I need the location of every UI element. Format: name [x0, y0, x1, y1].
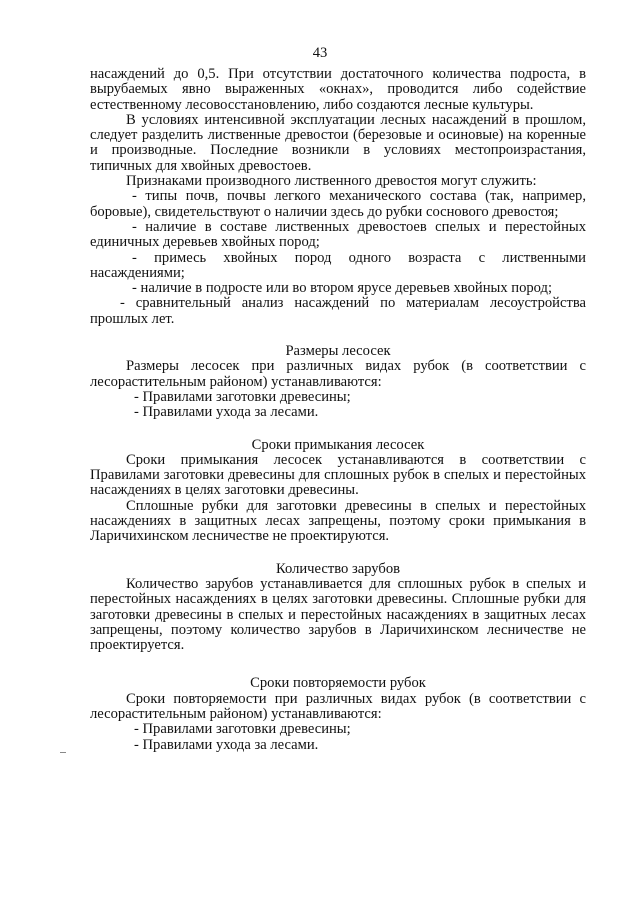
- paragraph-signs-intro: Признаками производного лиственного древостоя могут служить:: [126, 173, 537, 190]
- paragraph: Количество зарубов устанавливается для сплошных рубок в спелых и перестойных насаждениях в целях заготовки древесины. Сплошные рубки для заготовки древесины в спелых и перестойных насаждениях в защитных лесах запрещены, поэтому количество зарубов в Ларичихинском лесничестве не проектируется.: [90, 575, 586, 654]
- list-item: - Правилами заготовки древесины;: [134, 721, 351, 738]
- paragraph: Сроки повторяемости при различных видах рубок (в соответствии с лесорастительным районом) устанавливаются:: [90, 690, 586, 722]
- section-heading: Сроки повторяемости рубок: [250, 675, 426, 692]
- paragraph: Размеры лесосек при различных видах рубок (в соответствии с лесорастительным районом) устанавливаются:: [90, 358, 586, 390]
- section-heading: Количество зарубов: [275, 560, 401, 577]
- page-body: [90, 67, 586, 753]
- paragraph-continuation: насаждений до 0,5. При отсутствии достаточного количества подроста, в вырубаемых явно выраженных «окнах», проводится либо содействие естественному лесовосстановлению, либо создаются лесные культуры.: [90, 66, 586, 113]
- margin-mark: [60, 752, 66, 753]
- paragraph: Сплошные рубки для заготовки древесины в спелых и перестойных насаждениях в защитных лесах запрещены, поэтому сроки примыкания в Ларичихинском лесничестве не проектируются.: [90, 497, 586, 545]
- list-item: - типы почв, почвы легкого механического состава (так, например, боровые), свидетельствуют о наличии здесь до рубки соснового древостоя;: [90, 188, 586, 220]
- section-heading: Размеры лесосек: [285, 343, 391, 360]
- list-item: - сравнительный анализ насаждений по материалам лесоустройства прошлых лет.: [90, 295, 586, 327]
- page-number: 43: [312, 45, 328, 61]
- list-item: - наличие в подросте или во втором ярусе деревьев хвойных пород;: [132, 280, 553, 297]
- list-item: - наличие в составе лиственных древостоев спелых и перестойных единичных деревьев хвойных пород;: [90, 218, 586, 251]
- paragraph: Сроки примыкания лесосек устанавливаются в соответствии с Правилами заготовки древесины для сплошных рубок в спелых и перестойных насаждениях в целях заготовки древесины.: [90, 451, 586, 499]
- list-item: - Правилами ухода за лесами.: [134, 736, 319, 753]
- list-item: - Правилами заготовки древесины;: [134, 388, 351, 405]
- section-heading: Сроки примыкания лесосек: [251, 436, 425, 453]
- paragraph-deciduous-stands: В условиях интенсивной эксплуатации лесных насаждений в прошлом, следует разделить лиственные древостои (березовые и осиновые) на коренные и производные. Последние возникли в условиях местопроизрастания, типичных для хвойных древостоев.: [90, 111, 586, 174]
- list-item: - Правилами ухода за лесами.: [134, 404, 319, 421]
- list-item: - примесь хвойных пород одного возраста с лиственными насаждениями;: [90, 249, 586, 281]
